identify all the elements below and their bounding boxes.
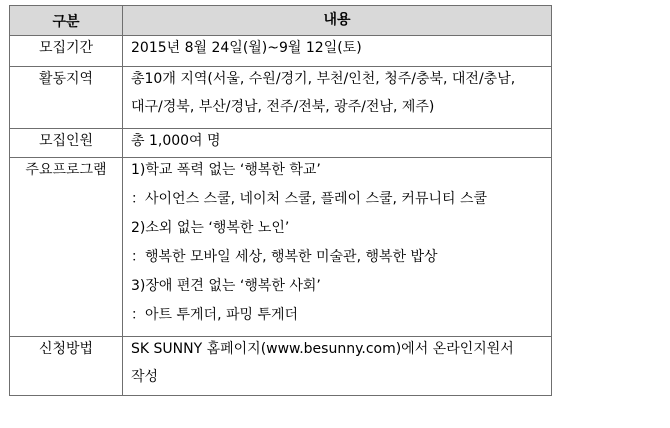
application-method-line-1: SK SUNNY 홈페이지(www.besunny.com)에서 온라인지원서 [131, 341, 514, 357]
table-row-main-programs [10, 158, 552, 337]
table-header [10, 6, 552, 36]
table-header-row [10, 6, 552, 36]
program-line-6: ：아트 투게더, 파밍 투게더 [131, 307, 299, 323]
row-value-recruitment-period [123, 36, 552, 67]
row-value-main-programs [123, 158, 552, 337]
row-label-activity-region: 활동지역 [10, 67, 123, 129]
program-line-5: 3)장애 편견 없는 ‘행복한 사회’ [131, 278, 321, 294]
row-label-main-programs: 주요프로그램 [10, 158, 123, 337]
row-value-activity-region [123, 67, 552, 129]
program-line-2: ：사이언스 스쿨, 네이처 스쿨, 플레이 스쿨, 커뮤니티 스쿨 [131, 191, 488, 207]
activity-region-line-2: 대구/경북, 부산/경남, 전주/전북, 광주/전남, 제주) [131, 99, 435, 115]
program-info-table [9, 5, 552, 396]
row-label-recruitment-period: 모집기간 [10, 36, 123, 67]
row-label-recruitment-number: 모집인원 [10, 129, 123, 158]
header-category: 구분 [10, 6, 123, 36]
program-line-3: 2)소외 없는 ‘행복한 노인’ [131, 220, 290, 236]
program-line-1: 1)학교 폭력 없는 ‘행복한 학교’ [131, 162, 321, 178]
row-value-application-method [123, 337, 552, 396]
recruitment-number-text: 총 1,000여 명 [131, 133, 221, 149]
program-line-4: ：행복한 모바일 세상, 행복한 미술관, 행복한 밥상 [131, 249, 438, 265]
table-body [10, 36, 552, 396]
row-value-recruitment-number [123, 129, 552, 158]
application-method-line-2: 작성 [131, 369, 159, 385]
header-content: 내용 [123, 6, 552, 36]
activity-region-line-1: 총10개 지역(서울, 수원/경기, 부천/인천, 청주/충북, 대전/충남, [131, 71, 516, 87]
recruitment-period-text: 2015년 8월 24일(월)~9월 12일(토) [131, 40, 362, 56]
table-row-recruitment-number [10, 129, 552, 158]
table-row-activity-region [10, 67, 552, 129]
row-label-application-method: 신청방법 [10, 337, 123, 396]
table-row-application-method [10, 337, 552, 396]
table-row-recruitment-period [10, 36, 552, 67]
